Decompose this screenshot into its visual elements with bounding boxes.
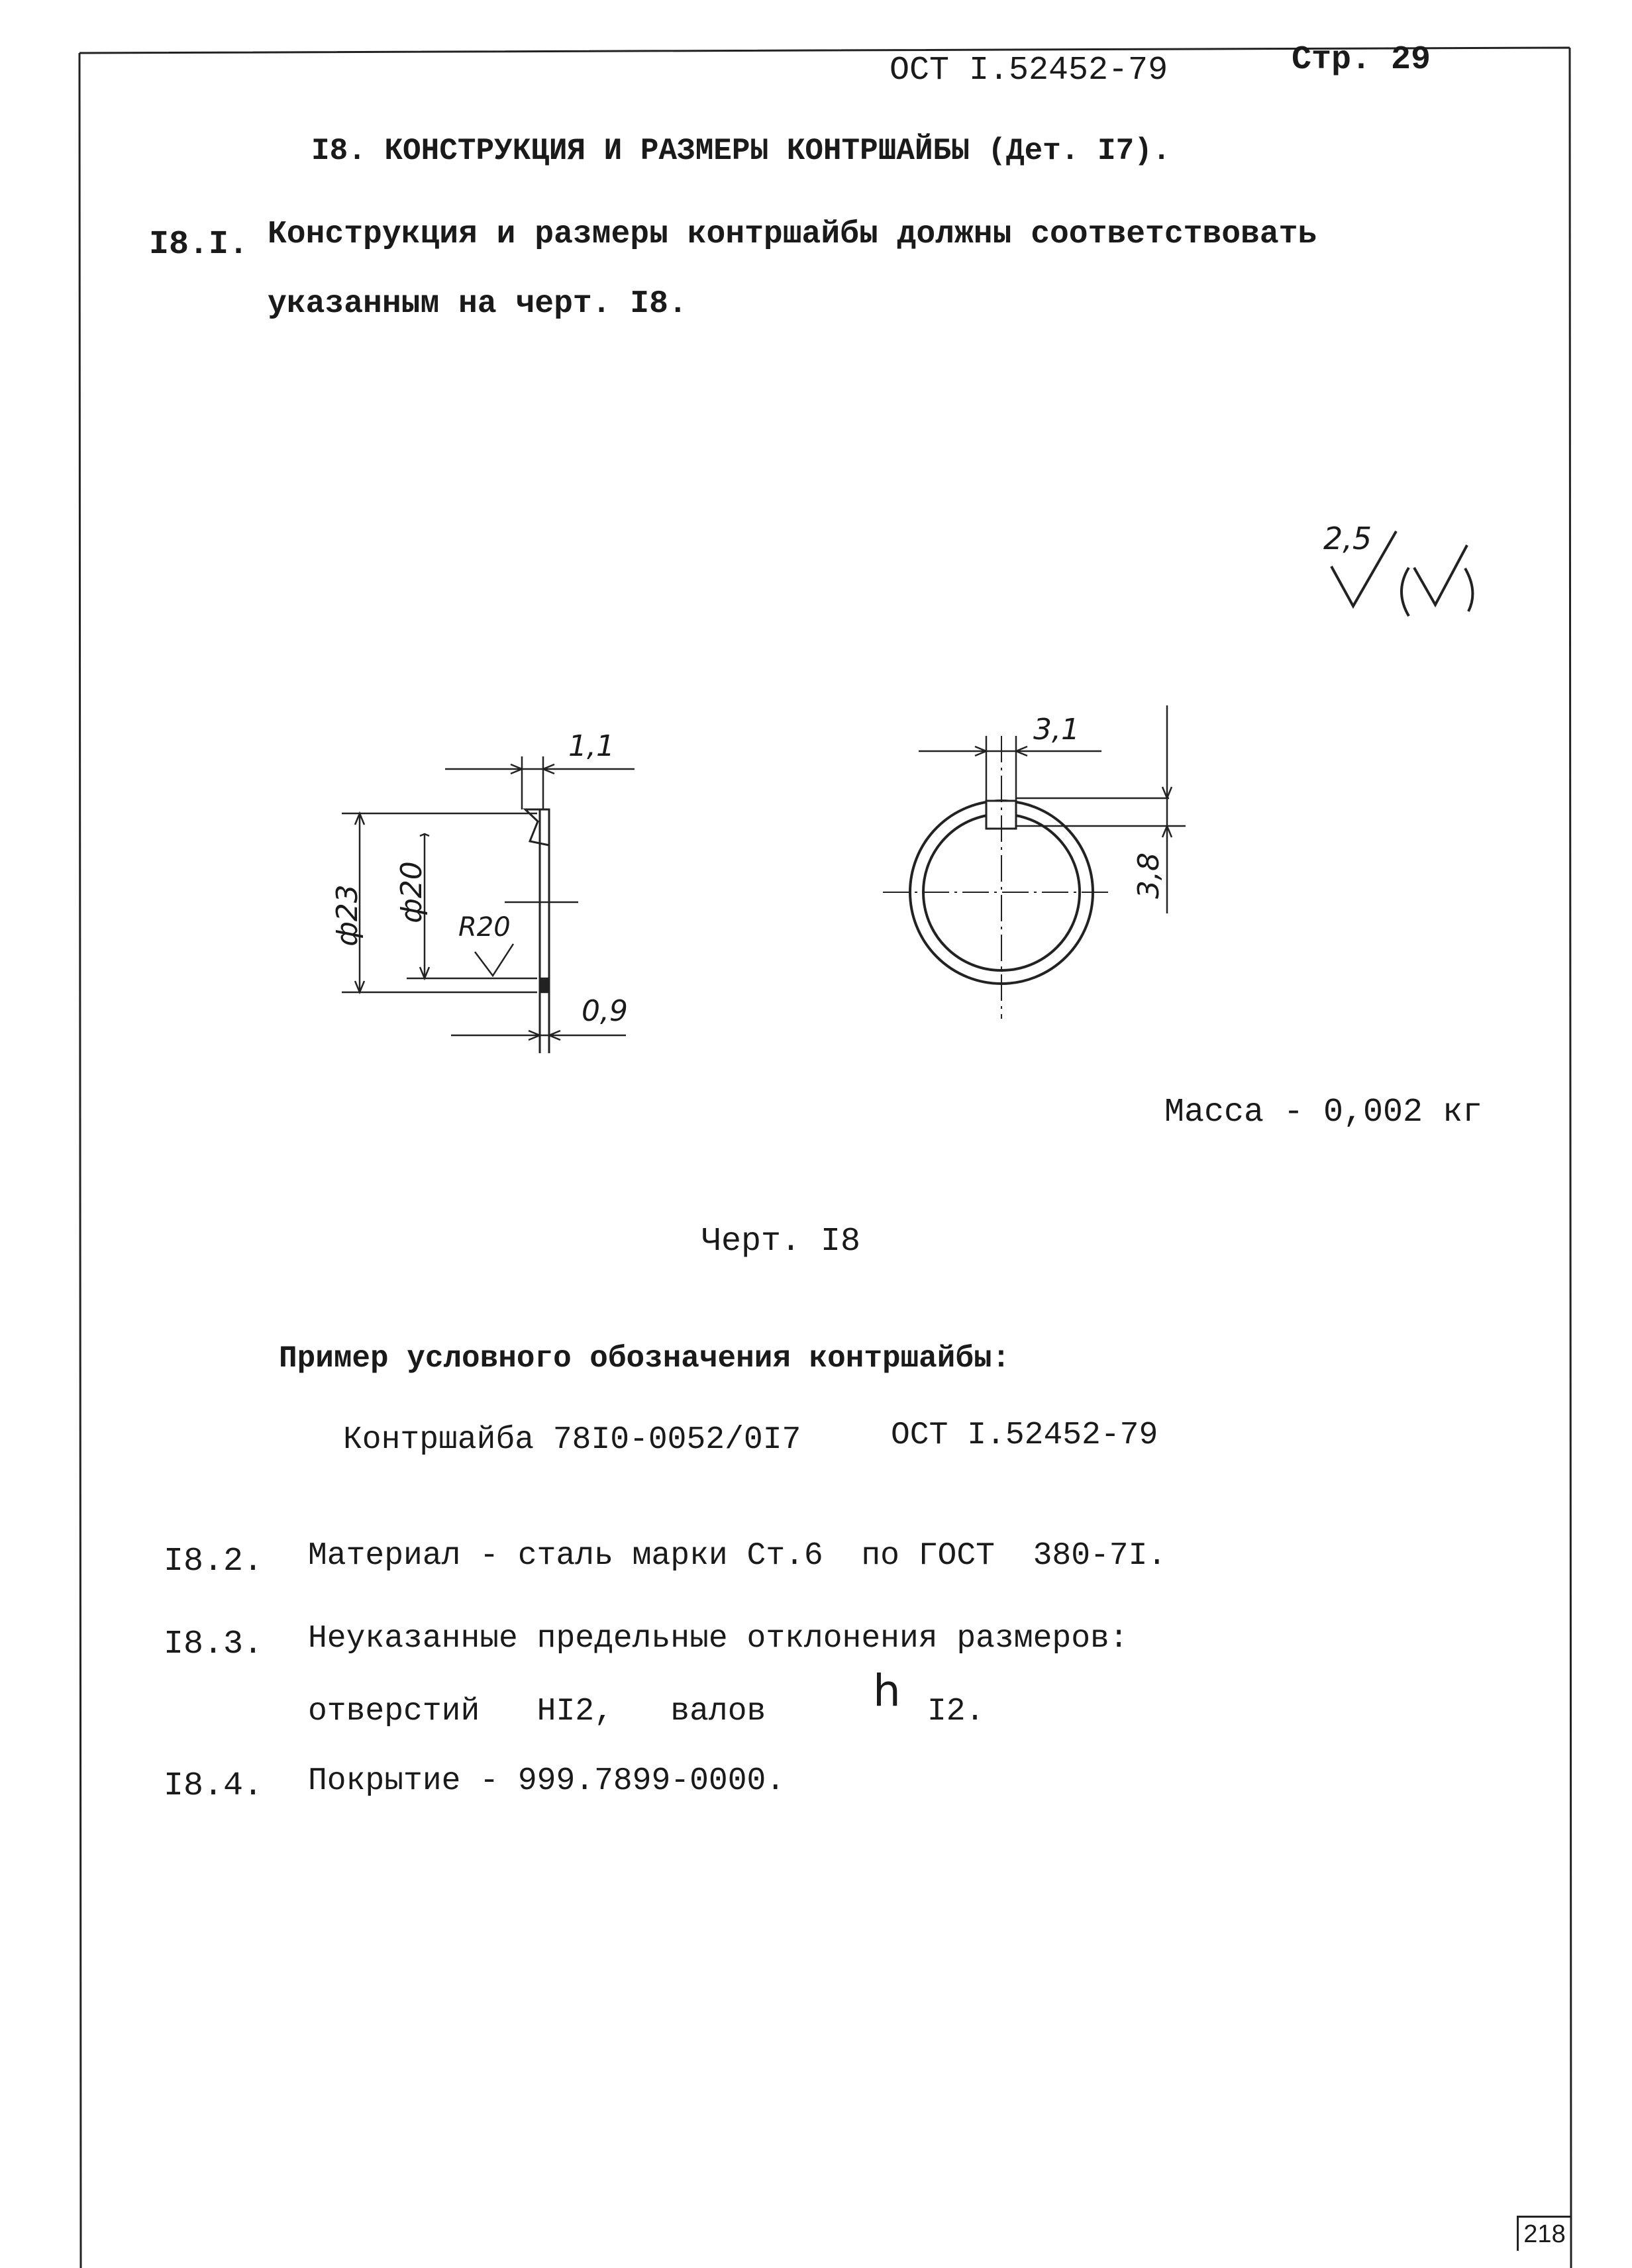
roughness-value: 2,5 [1323,521,1372,556]
dim-thickness-top: 1,1 [568,729,615,763]
dim-inner-diameter: ф20 [394,861,429,923]
dim-slot-width: 3,1 [1033,713,1080,747]
page-number: Стр. 29 [1292,41,1431,79]
example-standard: ОСТ I.52452-79 [891,1418,1158,1453]
dim-slot-height: 3,8 [1131,852,1166,899]
dim-thickness-bottom: 0,9 [582,994,628,1028]
item-text: Неуказанные предельные отклонения размеров: [308,1621,1129,1657]
sheet-number: 218 [1517,2216,1570,2251]
dim-outer-diameter: ф23 [330,884,364,947]
frame-border [79,48,1571,2268]
item-text: Материал - сталь марки Ст.6 по ГОСТ 380-7I. [308,1538,1167,1574]
dim-radius: R20 [458,912,511,943]
drawing-caption: Черт. I8 [701,1223,861,1261]
example-label: Пример условного обозначения контршайбы: [279,1341,1011,1376]
section-title: I8. КОНСТРУКЦИЯ И РАЗМЕРЫ КОНТРШАЙБЫ (Дет. I7). [311,134,1171,168]
item-number: I8.3. [164,1625,264,1663]
item-text-line2: отверстий HI2, валов [308,1694,766,1729]
paragraph-text-line2: указанным на черт. I8. [268,286,688,322]
item-number: I8.4. [164,1767,264,1805]
paragraph-text-line1: Конструкция и размеры контршайбы должны соответствовать [268,217,1317,252]
item-text: Покрытие - 999.7899-0000. [308,1763,786,1799]
paragraph-number: I8.I. [149,226,249,264]
item-text-line2-end: I2. [927,1694,985,1729]
standard-number: ОСТ I.52452-79 [890,52,1168,89]
item-number: I8.2. [164,1543,264,1580]
mass-label: Масса - 0,002 кг [1164,1094,1483,1131]
example-designation: Контршайба 78I0-0052/0I7 [343,1422,801,1458]
tolerance-h: h [873,1665,901,1716]
